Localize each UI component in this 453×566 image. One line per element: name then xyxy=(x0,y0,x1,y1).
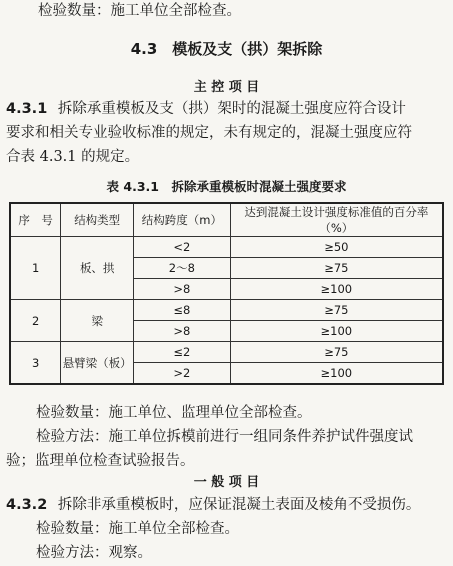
cell-pct: ≥75 xyxy=(230,342,443,363)
cell-no: 1 xyxy=(10,237,61,300)
inspection-method-2-line1: 检验方法：施工单位拆模前进行一组同条件养护试件强度试 xyxy=(36,429,413,445)
cell-span: >8 xyxy=(134,279,231,300)
cell-pct: ≥50 xyxy=(230,237,443,258)
clause-number: 4.3.2 xyxy=(6,497,48,513)
cell-type: 板、拱 xyxy=(61,237,134,300)
inspection-quantity-line: 检验数量：施工单位全部检查。 xyxy=(38,3,241,19)
cell-span: ≤8 xyxy=(134,300,231,321)
cell-span: 2～8 xyxy=(134,258,231,279)
cell-pct: ≥100 xyxy=(230,279,443,300)
table-row xyxy=(10,342,443,363)
clause-4-3-1-line3: 合表 4.3.1 的规定。 xyxy=(6,149,140,165)
cell-pct: ≥100 xyxy=(230,321,443,342)
cell-span: ≤2 xyxy=(134,342,231,363)
cell-span: <2 xyxy=(134,237,231,258)
cell-no: 2 xyxy=(10,300,61,342)
inspection-quantity-2: 检验数量：施工单位、监理单位全部检查。 xyxy=(36,405,312,421)
clause-4-3-1-line2: 要求和相关专业验收标准的规定，未有规定的，混凝土强度应符 xyxy=(6,125,412,141)
cell-pct: ≥75 xyxy=(230,258,443,279)
table-row xyxy=(10,300,443,321)
cell-type: 梁 xyxy=(61,300,134,342)
cell-no: 3 xyxy=(10,342,61,385)
table-title: 表 4.3.1 拆除承重模板时混凝土强度要求 xyxy=(106,179,347,194)
general-items-heading: 一 般 项 目 xyxy=(193,475,260,490)
inspection-method-3: 检验方法：观察。 xyxy=(36,545,152,561)
clause-text: 拆除承重模板及支（拱）架时的混凝土强度应符合设计 xyxy=(57,101,406,117)
table-header-row xyxy=(10,203,443,237)
inspection-method-2-line2: 验；监理单位检查试验报告。 xyxy=(6,453,195,469)
clause-4-3-2 xyxy=(6,496,420,514)
table-row xyxy=(10,237,443,258)
clause-4-3-1-line1 xyxy=(6,100,406,118)
inspection-quantity-3: 检验数量：施工单位全部检查。 xyxy=(36,521,239,537)
cell-pct: ≥75 xyxy=(230,300,443,321)
cell-span: >8 xyxy=(134,321,231,342)
strength-requirement-table xyxy=(9,202,444,385)
header-span: 结构跨度（m） xyxy=(134,203,231,237)
clause-number: 4.3.1 xyxy=(6,101,48,117)
header-type: 结构类型 xyxy=(61,203,134,237)
cell-type: 悬臂梁（板） xyxy=(61,342,134,385)
main-control-heading: 主 控 项 目 xyxy=(193,80,260,95)
section-title: 4.3 模板及支（拱）架拆除 xyxy=(130,40,323,58)
clause-text: 拆除非承重模板时，应保证混凝土表面及棱角不受损伤。 xyxy=(57,497,421,513)
header-no: 序 号 xyxy=(10,203,61,237)
cell-pct: ≥100 xyxy=(230,363,443,385)
header-percentage: 达到混凝土设计强度标准值的百分率（%） xyxy=(230,203,443,237)
cell-span: >2 xyxy=(134,363,231,385)
